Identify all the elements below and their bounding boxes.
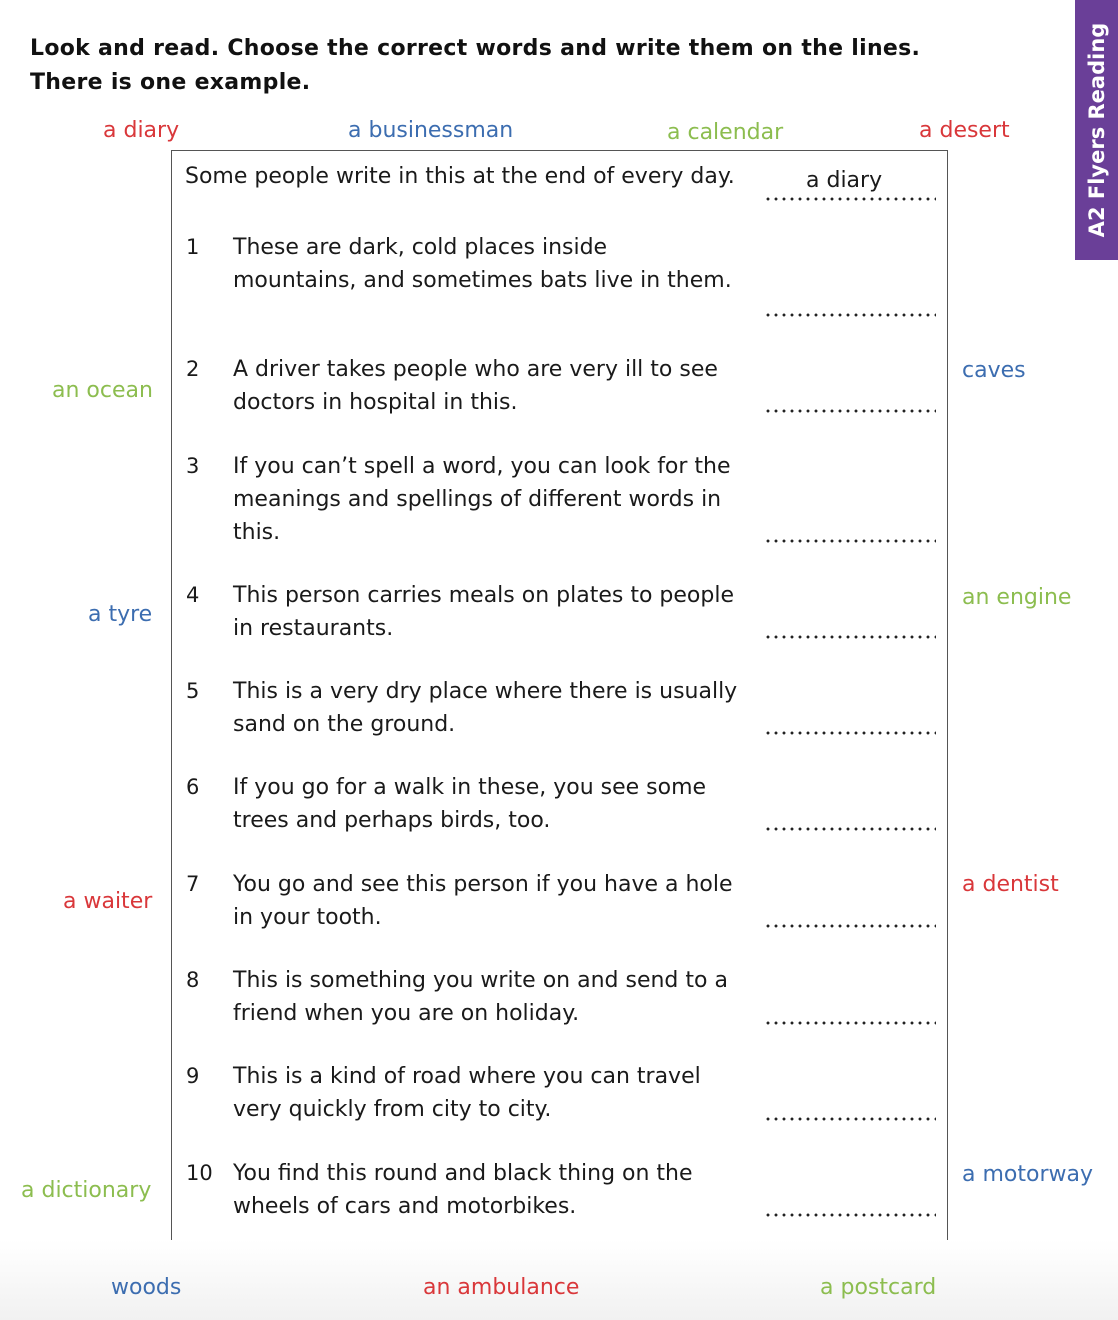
example-answer-line [764,197,936,201]
word-a-dictionary: a dictionary [21,1178,152,1203]
question-text: This is something you write on and send to a friend when you are on holiday. [233,968,728,1026]
question-number: 9 [186,1064,200,1088]
question-text: This is a very dry place where there is usually sand on the ground. [233,679,738,737]
example-answer: a diary [806,168,883,193]
question-number: 4 [186,583,200,607]
word-a-calendar: a calendar [667,120,784,145]
word-a-dentist: a dentist [962,872,1059,897]
word-a-postcard: a postcard [820,1275,937,1300]
instructions-line-2: There is one example. [30,70,311,95]
example-question: Some people write in this at the end of every day. [185,164,735,189]
question-text: These are dark, cold places inside mountains, and sometimes bats live in them. [233,235,732,293]
answer-line-7[interactable] [764,924,936,928]
word-an-engine: an engine [962,585,1072,610]
answer-line-4[interactable] [764,635,936,639]
question-number: 6 [186,775,200,799]
question-number: 8 [186,968,200,992]
section-tab-label: A2 Flyers Reading [1084,22,1109,238]
answer-line-1[interactable] [764,313,936,317]
question-number: 3 [186,454,200,478]
question-number: 5 [186,679,200,703]
word-an-ambulance: an ambulance [423,1275,580,1300]
answer-line-10[interactable] [764,1213,936,1217]
section-tab [1075,0,1118,260]
question-text: This is a kind of road where you can travel very quickly from city to city. [233,1064,701,1122]
answer-line-3[interactable] [764,539,936,543]
answer-line-6[interactable] [764,827,936,831]
question-number: 1 [186,235,200,259]
word-a-businessman: a businessman [348,118,514,143]
word-a-tyre: a tyre [88,602,153,627]
instructions [30,32,1050,100]
question-number: 10 [186,1161,213,1185]
word-a-desert: a desert [919,118,1010,143]
question-text: This person carries meals on plates to people in restaurants. [233,583,734,641]
question-text: If you go for a walk in these, you see some trees and perhaps birds, too. [233,775,707,833]
instructions-line-1: Look and read. Choose the correct words and write them on the lines. [30,36,921,61]
word-a-diary: a diary [103,118,180,143]
answer-line-9[interactable] [764,1117,936,1121]
question-text: A driver takes people who are very ill to see doctors in hospital in this. [233,357,718,415]
question-text: You go and see this person if you have a hole in your tooth. [233,872,733,930]
question-text: If you can’t spell a word, you can look for the meanings and spellings of different words in this. [233,454,731,545]
answer-line-8[interactable] [764,1021,936,1025]
answer-line-5[interactable] [764,731,936,735]
question-text: You find this round and black thing on the wheels of cars and motorbikes. [233,1161,693,1219]
question-number: 2 [186,357,200,381]
word-an-ocean: an ocean [52,378,153,403]
word-woods: woods [111,1275,182,1300]
word-a-motorway: a motorway [962,1162,1093,1187]
word-caves: caves [962,358,1026,383]
answer-line-2[interactable] [764,409,936,413]
word-a-waiter: a waiter [63,889,153,914]
question-number: 7 [186,872,200,896]
